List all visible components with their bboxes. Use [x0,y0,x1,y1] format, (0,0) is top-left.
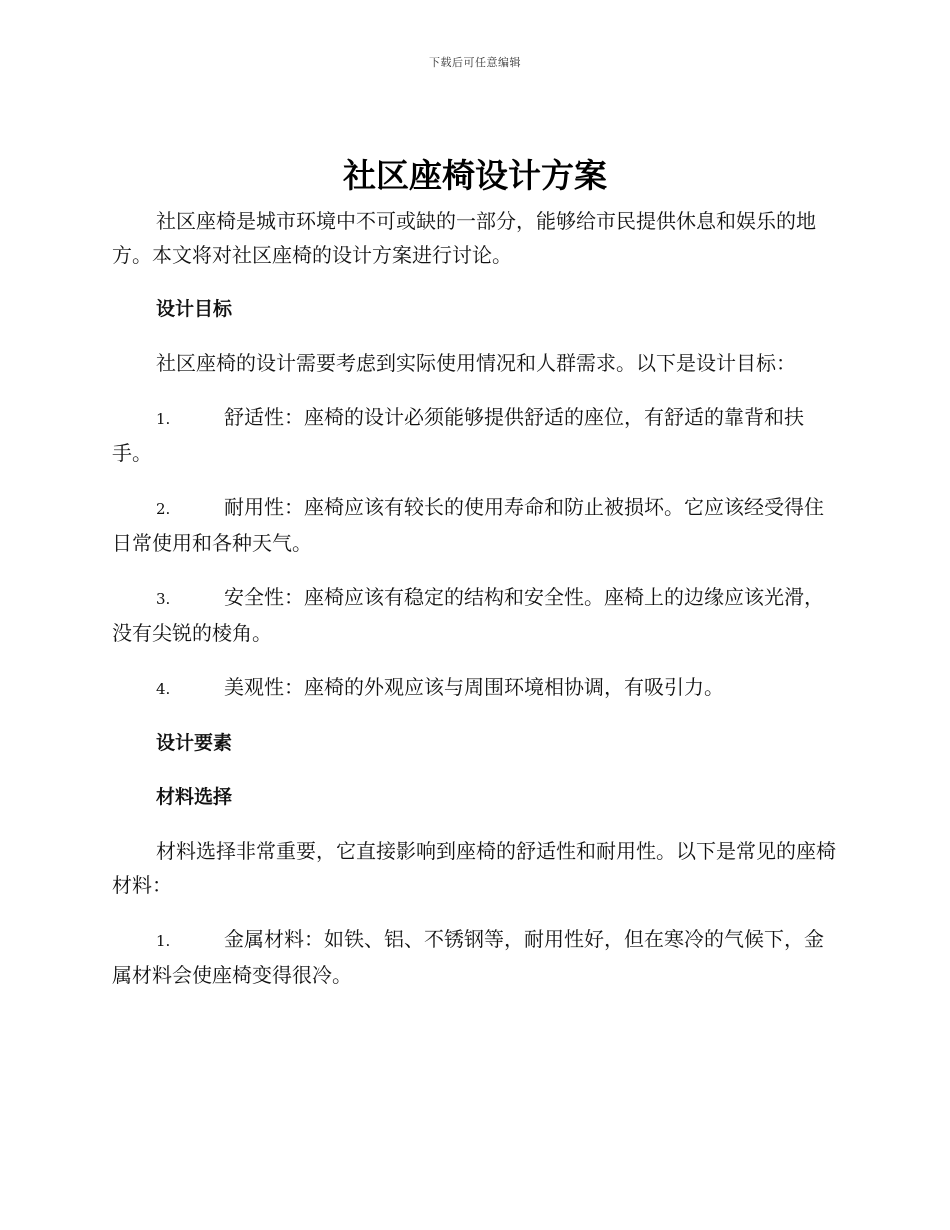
section-heading-elements: 设计要素 [156,732,233,754]
list-item [112,922,838,992]
subheading-materials: 材料选择 [156,786,233,808]
intro-paragraph: 社区座椅是城市环境中不可或缺的一部分，能够给市民提供休息和娱乐的地方。本文将对社区座椅的设计方案进行讨论。 [112,209,816,267]
list-item [112,400,838,470]
header-note: 下载后可任意编辑 [429,56,521,69]
list-item-text: 美观性：座椅的外观应该与周围环境相协调，有吸引力。 [224,675,724,699]
list-item-number: 1. [156,932,171,950]
goals-paragraph: 社区座椅的设计需要考虑到实际使用情况和人群需求。以下是设计目标： [156,351,796,375]
list-item-text: 舒适性：座椅的设计必须能够提供舒适的座位，有舒适的靠背和扶手。 [112,405,804,465]
list-item-number: 2. [156,500,171,518]
list-item-number: 3. [156,590,171,608]
materials-paragraph: 材料选择非常重要，它直接影响到座椅的舒适性和耐用性。以下是常见的座椅材料： [112,839,836,897]
list-item [112,490,838,560]
document-body [112,204,838,992]
section-heading-goals: 设计目标 [156,298,233,320]
list-item-text: 安全性：座椅应该有稳定的结构和安全性。座椅上的边缘应该光滑，没有尖锐的棱角。 [112,585,824,645]
list-item [112,670,838,706]
list-item [112,580,838,650]
list-item-number: 4. [156,680,171,698]
page-title: 社区座椅设计方案 [343,156,607,195]
list-item-text: 耐用性：座椅应该有较长的使用寿命和防止被损坏。它应该经受得住日常使用和各种天气。 [112,495,824,555]
list-item-text: 金属材料：如铁、铝、不锈钢等，耐用性好，但在寒冷的气候下，金属材料会使座椅变得很冷。 [112,927,824,987]
list-item-number: 1. [156,410,171,428]
